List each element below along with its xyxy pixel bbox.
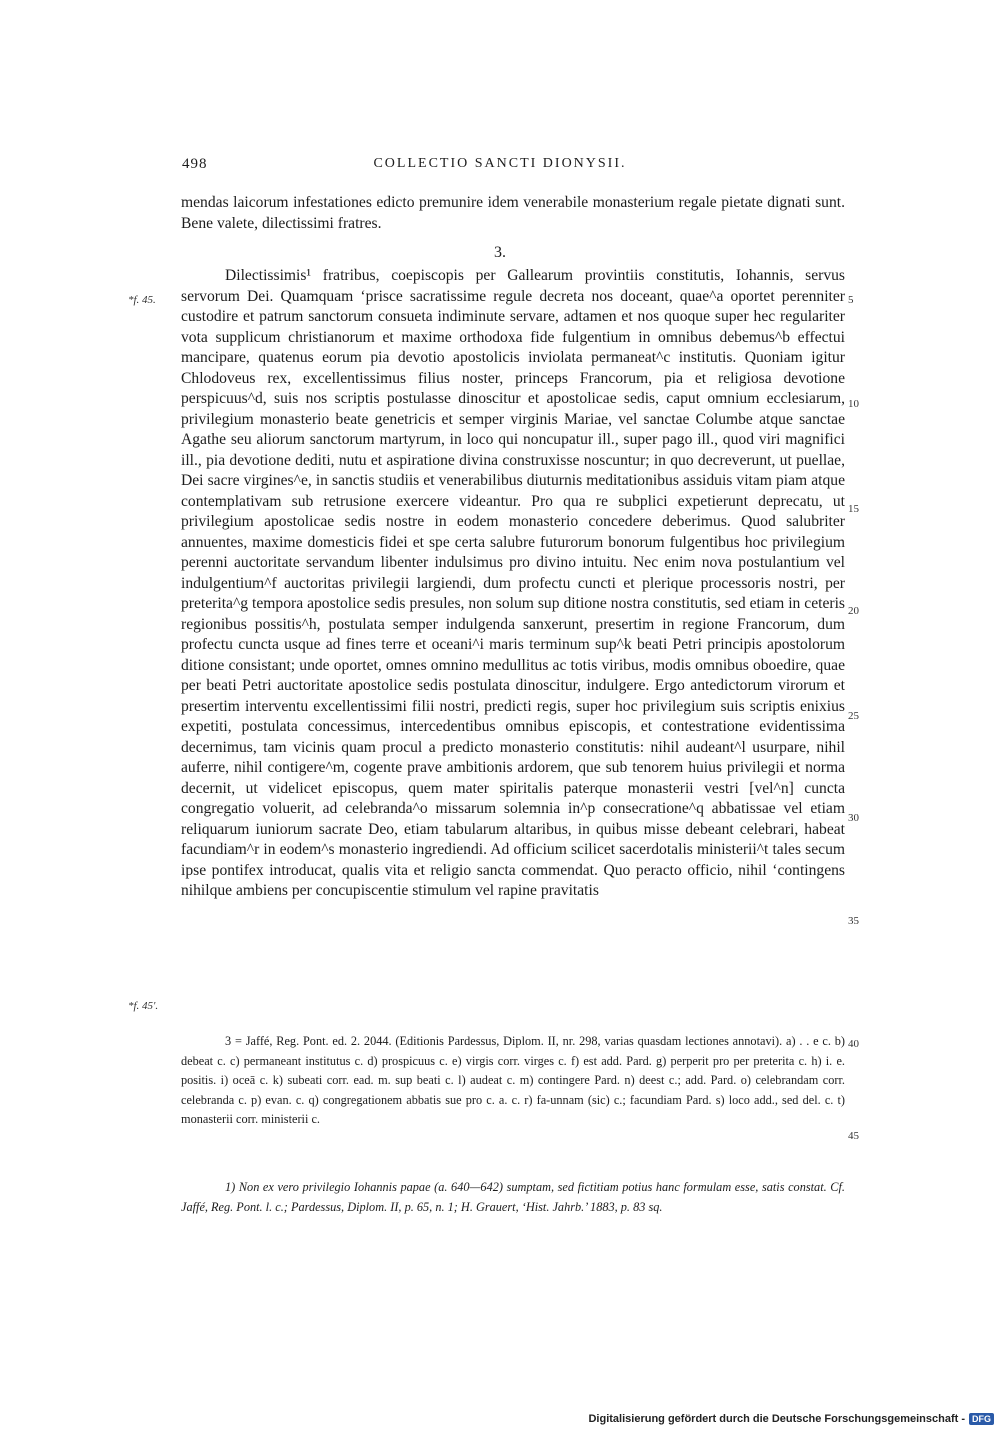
document-number: 3.: [494, 244, 506, 261]
main-text: Dilectissimis¹ fratribus, coepiscopis per Gallearum provintiis constitutis, Iohannis, servus servorum Dei. Quamquam ‘prisce sacratissime regule decreta nos doceant, quae^a oportet perenniter custodire et patrum sanctorum consueta indiminute servare, adtamen et nos quoque super hec regulariter vota supplicum christianorum et maxime orthodoxa fide fulgentium in omnibus debemus^b effectui mancipare, quatenus eorum pia devotio apostolicis inviolata permaneat^c institutis. Quoniam igitur Chlodoveus rex, excellentissimus filius noster, princeps Francorum, pia et religiosa devotione perspicuus^d, suis nos scriptis postulasse dinoscitur et apostolicae sedis, caput omnium ecclesiarum, privilegium monasterio beate genetricis et semper virginis Mariae, vel sanctae Columbe atque sanctae Agathe seu aliorum sanctorum martyrum, in loco qui noncupatur ill., super pago ill., quod viri magnifici ill., pia devotione dediti, nutu et aspiratione divina construxisse noscuntur; in quo decreverunt, ut puellae, Dei sacre virgines^e, in sanctis studiis et venerabilibus diuturnis meditationibus assiduis vitam piam atque contemplativam sub retrusione exercere videantur. Pro qua re subplici expetierunt deprecatu, ut privilegium apostolicae sedis nostre in eodem monasterio concedere deberimus. Quod salubriter annuentes, maxime domesticis fidei et spe certa salubre futurorum bonorum fulgentibus hoc privilegium perenni auctoritate servandum libenter indulsimus pro divino intuitu. Nec enim nova postulantium vel indulgentium^f auctoritas privilegii largiendi, dum profectu cuncti et plerique processoris nostri, per preterita^g tempora apostolice sedis presules, non solum sup ditione nostra constitutis, sed etiam in ceteris regionibus possitis^h, postulata semper indulgenda sanxerunt, presertim in regione Francorum, dum profectu cuncta usque ad fines terre et oceani^i maris terminum sup^k beati Petri principis apostolorum ditione consistant; unde oportet, omnes omnino medullitus ac totis viribus, modis omnibus oboedire, quae per beati Petri auctoritate apostolice sedis postulata dinoscitur, indulgere. Ergo antedictorum virorum et presertim interventu excellentissimi filii nostri, predicti regis, super hoc privilegium suis scriptis enixius expetiti, postulata concessimus, intercedentibus omnibus episcopis, et contestratione evidentissima decernimus, tam vicinis quam procul a predicto monasterio constitutis: nihil audeant^l usurpare, nihil auferre, nihil contigere^m, cogente prave ambitionis ardorem, que sub tenorem huius privilegii et norma decernit, ut videlicet episcopus, quem mater spiritalis paterque monasterii vestri [vel^n] cuncta congregatio voluerit, ad celebranda^o missarum solemnia in^p consecratione^q abbatissae vel etiam reliquarum iuniorum sacrate Deo, etiam tabularum altaribus, in quibus misse debeant celebrari, habeat facundiam^r in eodem^s monasterio ingrediendi. Ad officium scilicet sacerdotalis ministerii^t tales secum ipse pontifex introducat, qualis vita et religio sancta commendat. Quo peracto officio, nihil ‘contingens nihilque ambiens per concupiscentie stimulum vel rapine pravitatis: [181, 267, 845, 899]
margin-ref: *f. 45.: [128, 294, 156, 306]
page-number: 498: [182, 156, 208, 172]
footer-text: Digitalisierung gefördert durch die Deutsche Forschungsgemeinschaft -: [588, 1413, 965, 1425]
line-number: 45: [848, 1130, 859, 1142]
critical-apparatus: 3 = Jaffé, Reg. Pont. ed. 2. 2044. (Editionis Pardessus, Diplom. II, nr. 298, varias quasdam lectiones annotavi). a) . . e c. b) debeat c. c) permaneant institutus c. d) prospicuus c. e) virgis corr. virges c. f) est add. Pard. g) perperit pro per preterita c. h) i. e. positis. i) oceā c. k) subeati corr. ead. m. sup beati c. l) audeat c. m) contingere Pard. n) deest c.; add. Pard. o) celebrandam corr. celebranda c. p) evan. c. q) congregationem abbatis sue pro c. a. c. r) fa-unnam (sic) c.; facundiam Pard. s) loco add., sed del. c. t) monasterii corr. ministerii c.: [181, 1034, 845, 1126]
line-number: 40: [848, 1038, 859, 1050]
line-number: 10: [848, 398, 859, 410]
main-text-block: [181, 266, 845, 902]
apparatus-block: [181, 1032, 845, 1130]
running-title: COLLECTIO SANCTI DIONYSII.: [373, 156, 627, 171]
intro-paragraph: mendas laicorum infestationes edicto premunire idem venerabile monasterium regale pietate dignati sunt. Bene valete, dilectissimi fratres.: [181, 194, 845, 232]
dfg-logo: DFG: [969, 1413, 994, 1425]
line-number: 15: [848, 503, 859, 515]
line-number: 20: [848, 605, 859, 617]
margin-ref: *f. 45'.: [128, 1000, 159, 1012]
line-number: 25: [848, 710, 859, 722]
footnote: 1) Non ex vero privilegio Iohannis papae (a. 640—642) sumptam, sed fictitiam potius hanc formulam esse, satis constat. Cf. Jaffé, Reg. Pont. l. c.; Pardessus, Diplom. II, p. 65, n. 1; H. Grauert, ‘Hist. Jahrb.’ 1883, p. 83 sq.: [181, 1180, 845, 1214]
line-number: 35: [848, 915, 859, 927]
line-number: 30: [848, 812, 859, 824]
intro-block: [181, 193, 845, 234]
footnote-block: [181, 1178, 845, 1217]
dfg-footer: [588, 1413, 994, 1425]
line-number: 5: [848, 294, 854, 306]
